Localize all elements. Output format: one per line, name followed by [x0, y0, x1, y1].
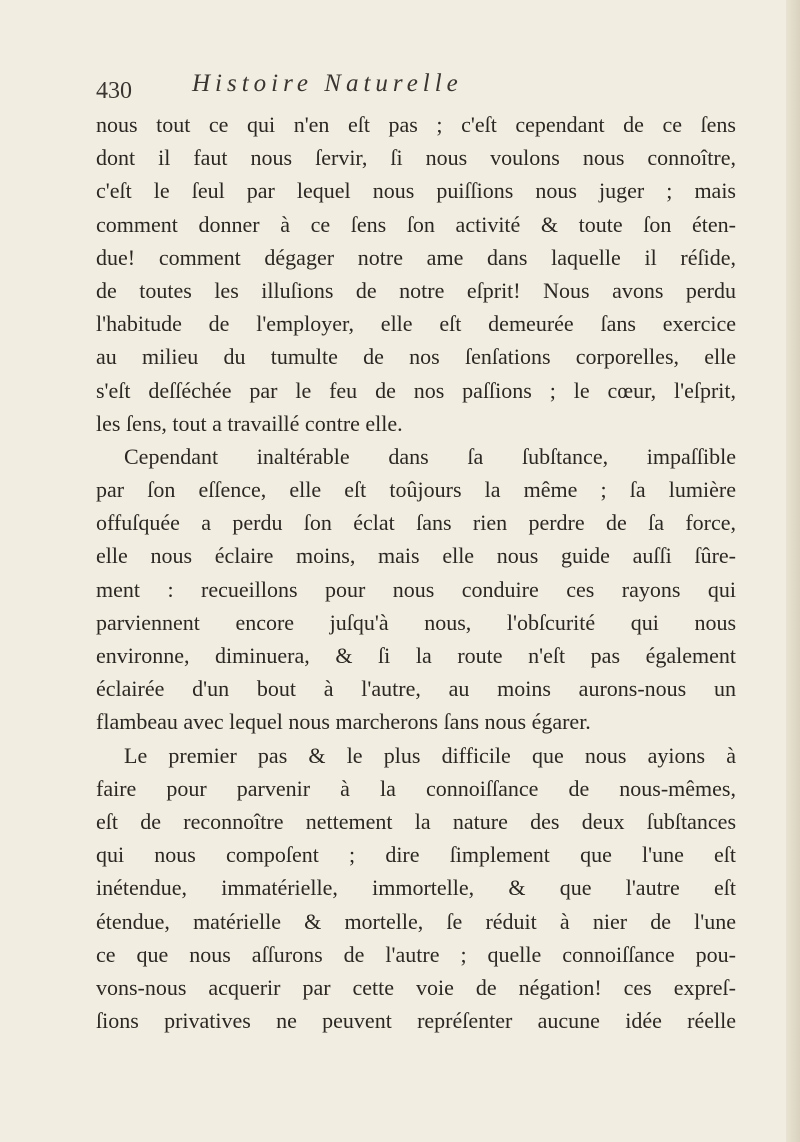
text-line: environne, diminuera, & ſi la route n'eſt pas également	[96, 643, 736, 668]
text-line: de toutes les illuſions de notre eſprit! Nous avons perdu	[96, 277, 736, 303]
book-title: Histoire Naturelle	[192, 70, 463, 97]
text-line: inétendue, immatérielle, immortelle, & que l'autre eſt	[96, 875, 736, 901]
text-line: c'eſt le ſeul par lequel nous puiſſions nous juger ; mais	[96, 178, 736, 204]
text-line: ce que nous aſſurons de l'autre ; quelle connoiſſance pou-	[96, 941, 736, 967]
text-line: l'habitude de l'employer, elle eſt demeurée ſans exercice	[96, 311, 736, 337]
text-line: comment donner à ce ſens ſon activité & toute ſon éten-	[96, 211, 736, 237]
text-line: nous tout ce qui n'en eſt pas ; c'eſt cependant de ce ſens	[96, 112, 736, 137]
text-line: offuſquée a perdu ſon éclat ſans rien perdre de ſa force,	[96, 510, 736, 536]
text-line: dont il faut nous ſervir, ſi nous voulons nous connoître,	[96, 145, 736, 171]
text-line: elle nous éclaire moins, mais elle nous guide auſſi ſûre-	[96, 543, 736, 569]
text-line: au milieu du tumulte de nos ſenſations corporelles, elle	[96, 344, 736, 370]
text-line: s'eſt deſſéchée par le feu de nos paſſions ; le cœur, l'eſprit,	[96, 377, 736, 403]
text-line: faire pour parvenir à la connoiſſance de nous-mêmes,	[96, 775, 736, 801]
text-line: ſions privatives ne peuvent repréſenter aucune idée réelle	[96, 1008, 736, 1034]
text-line: Cependant inaltérable dans ſa ſubſtance, impaſſible	[124, 443, 736, 469]
text-line: éclairée d'un bout à l'autre, au moins aurons-nous un	[96, 676, 736, 702]
text-body	[96, 108, 736, 1037]
text-line: ment : recueillons pour nous conduire ces rayons qui	[96, 576, 736, 602]
page-edge	[786, 0, 800, 1142]
text-line: flambeau avec lequel nous marcherons ſans nous égarer.	[96, 709, 591, 735]
text-line: par ſon eſſence, elle eſt toûjours la même ; ſa lumière	[96, 477, 736, 503]
text-line: qui nous compoſent ; dire ſimplement que l'une eſt	[96, 842, 736, 868]
text-line: les ſens, tout a travaillé contre elle.	[96, 410, 403, 436]
text-line: due! comment dégager notre ame dans laquelle il réſide,	[96, 244, 736, 270]
text-line: vons-nous acquerir par cette voie de négation! ces expreſ-	[96, 974, 736, 1000]
page-number: 430	[96, 78, 132, 104]
text-line: parviennent encore juſqu'à nous, l'obſcurité qui nous	[96, 609, 736, 635]
text-line: eſt de reconnoître nettement la nature des deux ſubſtances	[96, 808, 736, 834]
text-line: Le premier pas & le plus difficile que nous ayions à	[124, 742, 736, 768]
text-line: étendue, matérielle & mortelle, ſe réduit à nier de l'une	[96, 908, 736, 934]
